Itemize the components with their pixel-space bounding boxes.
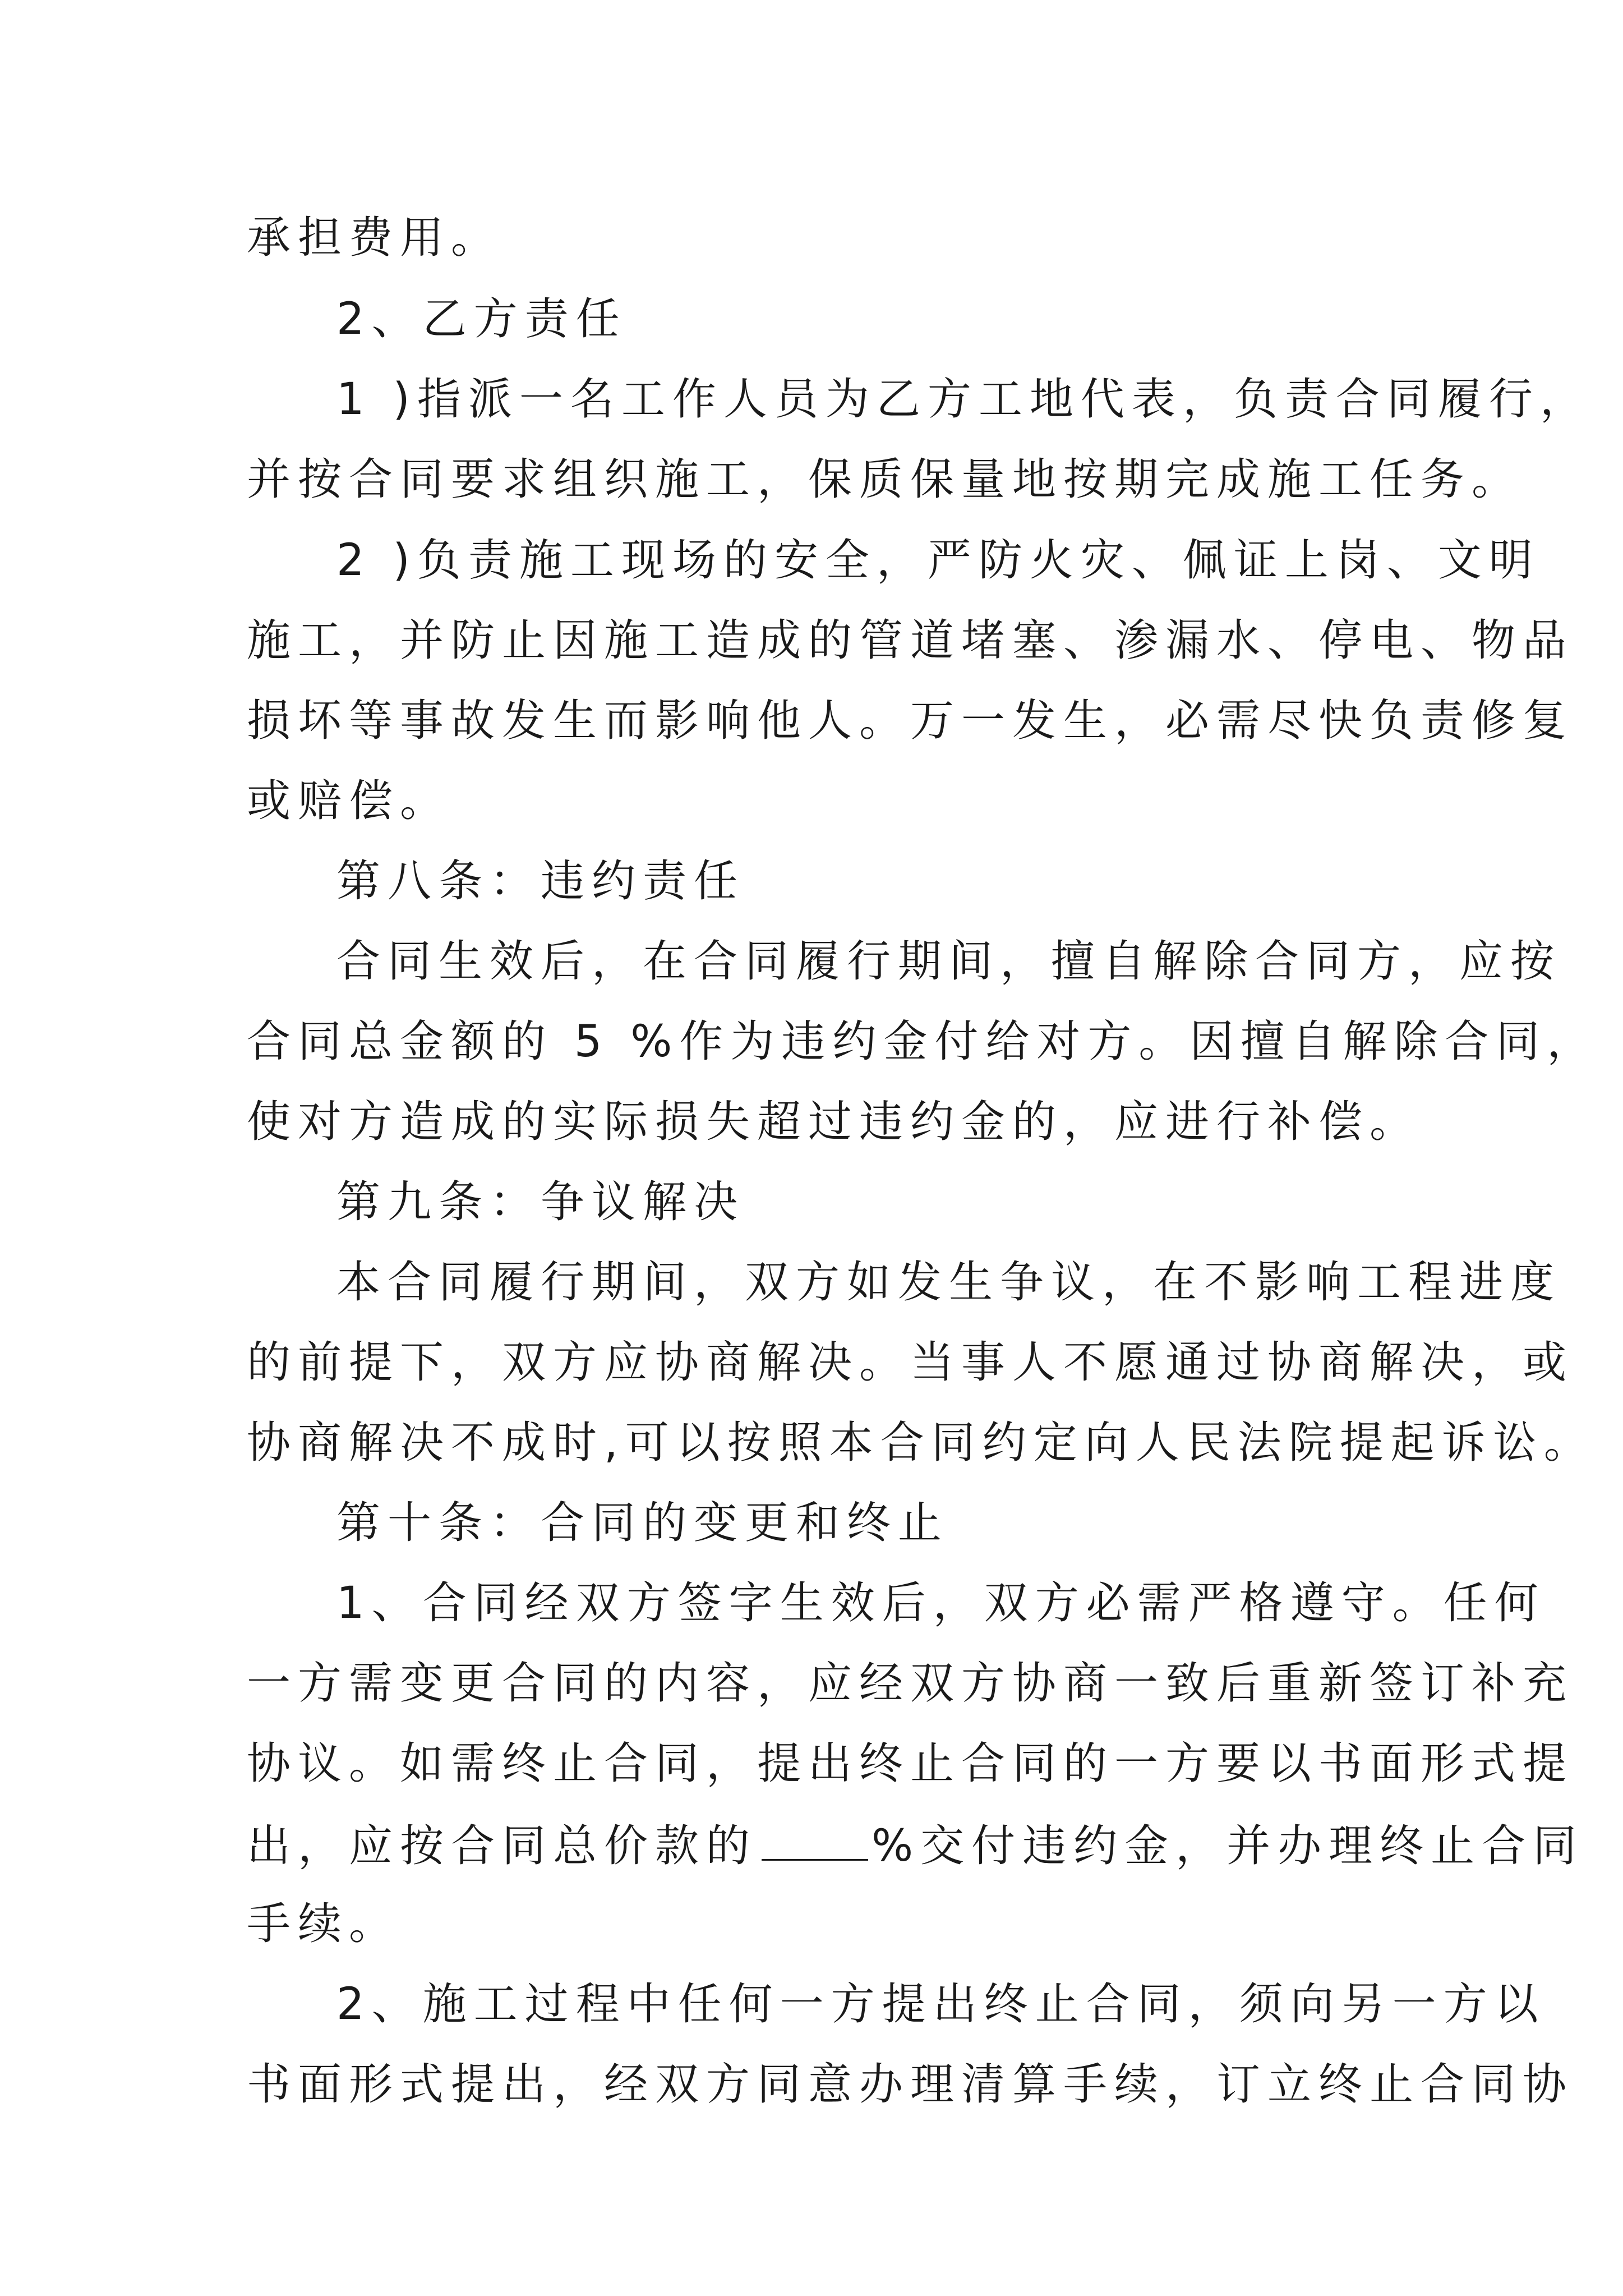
section-heading: 2、乙方责任 — [336, 294, 627, 344]
text-line: 或赔偿。 — [247, 776, 451, 826]
text-line: 2、施工过程中任何一方提出终止合同，须向另一方以 — [336, 1979, 1546, 2030]
text-line: 书面形式提出，经双方同意办理清算手续，订立终止合同协 — [247, 2059, 1574, 2110]
text-after-blank: %交付违约金，并办理终止合同 — [872, 1821, 1584, 1871]
text-line: 协议。如需终止合同，提出终止合同的一方要以书面形式提 — [247, 1738, 1574, 1789]
text-line: 施工，并防止因施工造成的管道堵塞、渗漏水、停电、物品 — [247, 615, 1574, 666]
article-heading: 第十条：合同的变更和终止 — [336, 1498, 949, 1548]
text-line: 一方需变更合同的内容，应经双方协商一致后重新签订补充 — [247, 1658, 1574, 1709]
text-before-blank: 出，应按合同总价款的 — [247, 1821, 758, 1871]
text-line-with-blank — [247, 1821, 1584, 1871]
article-heading: 第九条：争议解决 — [336, 1177, 745, 1227]
text-line: 使对方造成的实际损失超过违约金的，应进行补偿。 — [247, 1097, 1421, 1147]
text-line: 2 )负责施工现场的安全，严防火灾、佩证上岗、文明 — [336, 535, 1540, 586]
text-line: 手续。 — [247, 1899, 400, 1949]
text-line: 协商解决不成时,可以按照本合同约定向人民法院提起诉讼。 — [247, 1418, 1595, 1468]
article-heading: 第八条：违约责任 — [336, 856, 745, 907]
text-line: 承担费用。 — [247, 213, 502, 263]
text-line: 损坏等事故发生而影响他人。万一发生，必需尽快负责修复 — [247, 696, 1574, 746]
fill-in-blank — [762, 1822, 868, 1861]
text-line: 并按合同要求组织施工，保质保量地按期完成施工任务。 — [247, 454, 1523, 505]
text-line: 1、合同经双方签字生效后，双方必需严格遵守。任何 — [336, 1578, 1546, 1628]
text-line: 合同生效后，在合同履行期间，擅自解除合同方，应按 — [336, 936, 1562, 987]
text-line: 的前提下，双方应协商解决。当事人不愿通过协商解决，或 — [247, 1337, 1574, 1388]
text-line: 本合同履行期间，双方如发生争议，在不影响工程进度 — [336, 1257, 1562, 1308]
text-line: 1 )指派一名工作人员为乙方工地代表，负责合同履行， — [336, 374, 1591, 425]
text-line: 合同总金额的 5 %作为违约金付给对方。因擅自解除合同， — [247, 1016, 1598, 1067]
